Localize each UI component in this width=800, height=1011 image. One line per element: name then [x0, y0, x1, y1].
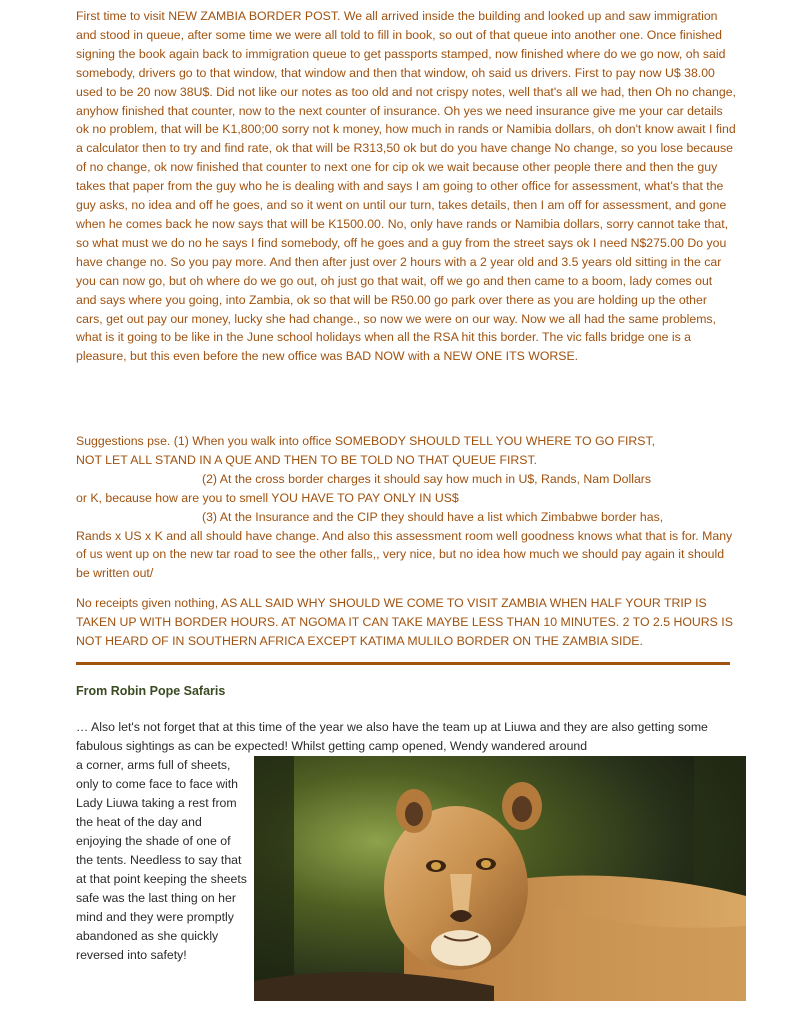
liuwa-side-paragraph: a corner, arms full of sheets, only to come face to face with Lady Liuwa taking a rest from the heat of the day and enjoying the shade of one of the tents. Needless to say that at that point keeping the sheets safe was the last thing on her mind and they were promptly abandoned as she quickly reversed into safety! — [76, 758, 247, 962]
lioness-photo-illustration — [254, 756, 746, 1001]
suggestion-3-line-cont: Rands x US x K and all should have change. And also this assessment room well goodness knows what that is for. Many of us went up on the new tar road to see the other falls,, very nice, but no idea how much we should pay again it should be written out/ — [76, 528, 733, 581]
suggestion-2-line-cont: or K, because how are you to smell YOU HAVE TO PAY ONLY IN US$ — [76, 490, 459, 505]
suggestions-block — [76, 432, 736, 583]
section-divider — [76, 662, 730, 665]
lioness-photo — [254, 756, 746, 1001]
receipts-paragraph: No receipts given nothing, AS ALL SAID WHY SHOULD WE COME TO VISIT ZAMBIA WHEN HALF YOUR TRIP IS TAKEN UP WITH BORDER HOURS. AT NGOMA IT CAN TAKE MAYBE LESS THAN 10 MINUTES. 2 TO 2.5 HOURS IS NOT HEARD OF IN SOUTHERN AFRICA EXCEPT KATIMA MULILO BORDER ON THE ZAMBIA SIDE. — [76, 596, 733, 648]
section-heading: From Robin Pope Safaris — [76, 684, 226, 698]
suggestion-1-line-cont: NOT LET ALL STAND IN A QUE AND THEN TO BE TOLD NO THAT QUEUE FIRST. — [76, 452, 538, 467]
suggestion-3-line: (3) At the Insurance and the CIP they should have a list which Zimbabwe border has, — [202, 509, 664, 524]
liuwa-intro-paragraph: … Also let's not forget that at this time of the year we also have the team up at Liuwa and they are also getting some fabulous sightings as can be expected! Whilst getting camp opened, Wendy wandered around — [76, 720, 708, 753]
suggestion-1-line: Suggestions pse. (1) When you walk into office SOMEBODY SHOULD TELL YOU WHERE TO GO FIRST, — [76, 434, 656, 448]
suggestion-2-line: (2) At the cross border charges it should say how much in U$, Rands, Nam Dollars — [202, 471, 652, 486]
border-post-paragraph: First time to visit NEW ZAMBIA BORDER POST. We all arrived inside the building and looked up and saw immigration and stood in queue, after some time we were all told to fill in book, so out of that queue into another one. Once finished signing the book again back to immigration queue to get passports stamped, now finished where do we go now, oh said somebody, drivers go to that window, that window and then that window, oh said us drivers. First to pay now U$ 38.00 used to be 20 now 38U$. Did not like our notes as too old and not crispy notes, well that's all we had, then Oh no change, anyhow finished that counter, now to the next counter of insurance. Oh yes we need insurance give me your car details ok no problem, that will be K1,800;00 sorry not k money, how much in rands or Namibia dollars, oh don't know await I find a calculator then to try and find rate, ok that will be R313,50 ok but do you have change No change, so you lose because of no change, ok now finished that counter to next one for cip ok we wait because other people there and then the guy takes that paper from the guy who he is dealing with and says I am going to other office for assessment, what's that the guy asks, no idea and off he goes, and so it went on until our turn, takes details, then I am off for assessment, and gone when he comes back he now says that will be K1500.00. No, only have rands or Namibia dollars, sorry cannot take that, so what must we do no he says I find somebody, off he goes and a guy from the street says ok I need N$275.00 Do you have change no. So you pay more. And then after just over 2 hours with a 2 year old and 3.5 years old sitting in the car you can now go, but oh where do we go out, oh just go that wait, off we go and then came to a boom, lady comes out and says where you going, into Zambia, ok so that will be R50.00 go park over there as you are holding up the other cars, get out pay our money, lucky she had change., so now we were on our way. Now we all had the same problems, what is it going to be like in the June school holidays when all the RSA hit this border. The vic falls bridge one is a pleasure, but this even before the new office was BAD NOW with a NEW ONE ITS WORSE. — [76, 9, 736, 364]
